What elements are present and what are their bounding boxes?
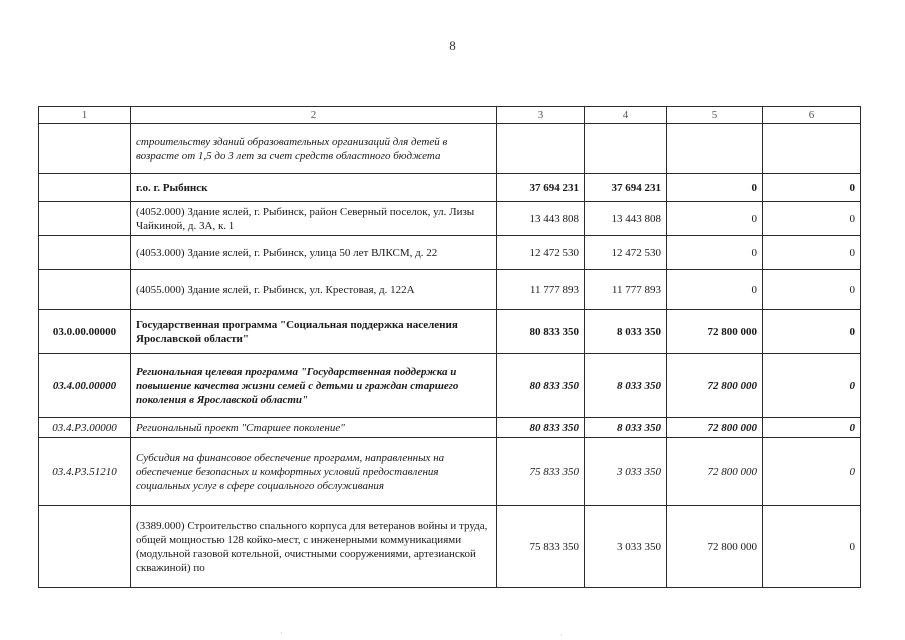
scan-noise: · [560, 630, 563, 640]
column-number: 4 [585, 107, 667, 124]
row-value-col3: 80 833 350 [497, 310, 585, 354]
column-number: 6 [763, 107, 861, 124]
scan-noise: · [280, 628, 283, 638]
row-value-col6: 0 [763, 506, 861, 588]
row-value-col4: 8 033 350 [585, 418, 667, 438]
row-name: (4052.000) Здание яслей, г. Рыбинск, район Северный поселок, ул. Лизы Чайкиной, д. 3А, к. 1 [131, 202, 497, 236]
table-row [39, 174, 861, 202]
row-value-col5: 0 [667, 174, 763, 202]
row-name: строительству зданий образовательных организаций для детей в возрасте от 1,5 до 3 лет за счет средств областного бюджета [131, 124, 497, 174]
table-row [39, 354, 861, 418]
row-value-col5: 72 800 000 [667, 418, 763, 438]
row-name: Региональный проект "Старшее поколение" [131, 418, 497, 438]
column-number-row [39, 107, 861, 124]
row-name: (4053.000) Здание яслей, г. Рыбинск, улица 50 лет ВЛКСМ, д. 22 [131, 236, 497, 270]
row-code [39, 124, 131, 174]
row-value-col6: 0 [763, 270, 861, 310]
row-value-col3: 12 472 530 [497, 236, 585, 270]
row-name: (3389.000) Строительство спального корпуса для ветеранов войны и труда, общей мощностью 128 койко-мест, с инженерными коммуникациями (модульной газовой котельной, очистными сооружениями, артезианской скважиной) по [131, 506, 497, 588]
row-value-col4 [585, 124, 667, 174]
column-number: 5 [667, 107, 763, 124]
row-value-col3: 13 443 808 [497, 202, 585, 236]
row-value-col4: 8 033 350 [585, 310, 667, 354]
row-code [39, 506, 131, 588]
table-row [39, 310, 861, 354]
row-value-col5: 0 [667, 270, 763, 310]
row-code [39, 174, 131, 202]
row-value-col5: 72 800 000 [667, 506, 763, 588]
row-value-col4: 3 033 350 [585, 506, 667, 588]
row-code [39, 236, 131, 270]
column-number: 2 [131, 107, 497, 124]
table-row [39, 236, 861, 270]
row-value-col4: 12 472 530 [585, 236, 667, 270]
row-value-col6: 0 [763, 418, 861, 438]
row-value-col3: 11 777 893 [497, 270, 585, 310]
column-number: 3 [497, 107, 585, 124]
row-code: 03.0.00.00000 [39, 310, 131, 354]
row-value-col3: 75 833 350 [497, 506, 585, 588]
table-row [39, 124, 861, 174]
row-value-col6: 0 [763, 236, 861, 270]
row-value-col5 [667, 124, 763, 174]
row-value-col5: 72 800 000 [667, 354, 763, 418]
row-value-col4: 3 033 350 [585, 438, 667, 506]
row-code: 03.4.Р3.51210 [39, 438, 131, 506]
row-value-col6: 0 [763, 438, 861, 506]
page-number: 8 [449, 38, 456, 53]
row-name: Субсидия на финансовое обеспечение программ, направленных на обеспечение безопасных и комфортных условий предоставления социальных услуг в сфере социального обслуживания [131, 438, 497, 506]
row-value-col4: 11 777 893 [585, 270, 667, 310]
row-value-col4: 8 033 350 [585, 354, 667, 418]
row-name: Региональная целевая программа "Государственная поддержка и повышение качества жизни семей с детьми и граждан старшего поколения в Ярославской области" [131, 354, 497, 418]
row-code [39, 202, 131, 236]
row-value-col5: 0 [667, 202, 763, 236]
row-value-col5: 72 800 000 [667, 438, 763, 506]
row-value-col6 [763, 124, 861, 174]
row-name: г.о. г. Рыбинск [131, 174, 497, 202]
table-row [39, 506, 861, 588]
budget-table [38, 106, 861, 588]
table-row [39, 270, 861, 310]
row-value-col5: 0 [667, 236, 763, 270]
row-value-col6: 0 [763, 354, 861, 418]
row-value-col6: 0 [763, 202, 861, 236]
row-name: Государственная программа "Социальная поддержка населения Ярославской области" [131, 310, 497, 354]
row-value-col4: 13 443 808 [585, 202, 667, 236]
row-value-col3: 80 833 350 [497, 418, 585, 438]
row-value-col6: 0 [763, 174, 861, 202]
row-value-col5: 72 800 000 [667, 310, 763, 354]
row-name: (4055.000) Здание яслей, г. Рыбинск, ул. Крестовая, д. 122А [131, 270, 497, 310]
row-value-col6: 0 [763, 310, 861, 354]
row-value-col3: 37 694 231 [497, 174, 585, 202]
table-row [39, 418, 861, 438]
row-code: 03.4.00.00000 [39, 354, 131, 418]
table-row [39, 438, 861, 506]
row-code [39, 270, 131, 310]
row-value-col4: 37 694 231 [585, 174, 667, 202]
row-code: 03.4.Р3.00000 [39, 418, 131, 438]
row-value-col3: 80 833 350 [497, 354, 585, 418]
column-number: 1 [39, 107, 131, 124]
table-row [39, 202, 861, 236]
row-value-col3 [497, 124, 585, 174]
row-value-col3: 75 833 350 [497, 438, 585, 506]
